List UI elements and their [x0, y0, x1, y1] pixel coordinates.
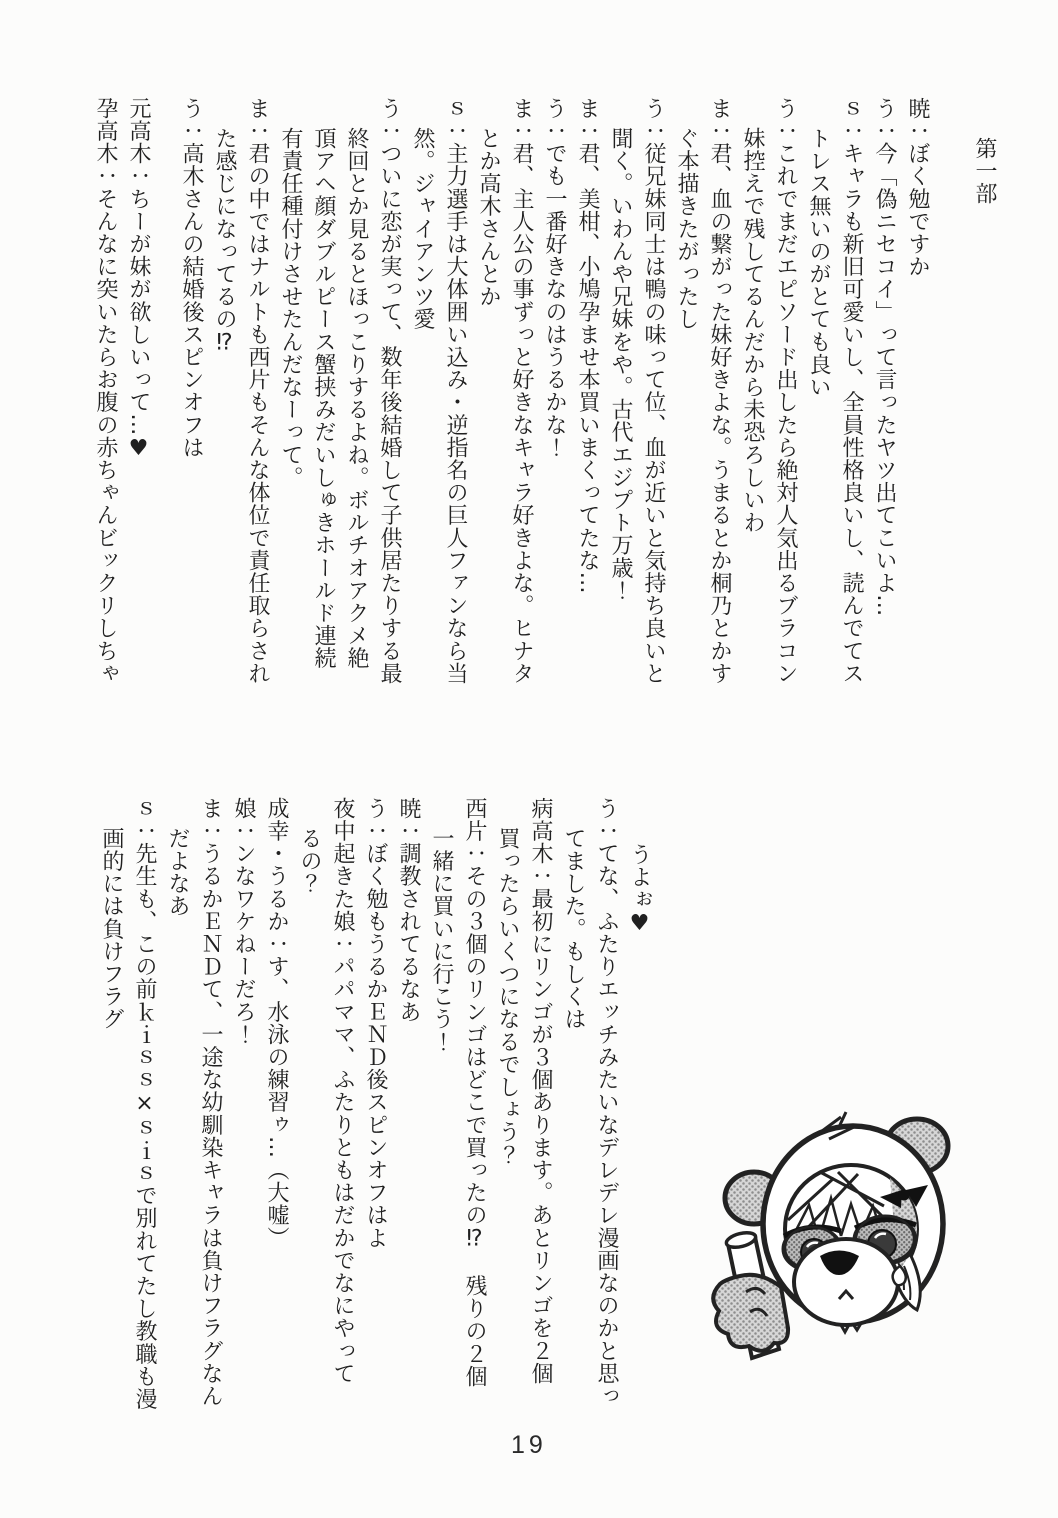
dialogue-block-bottom: [95, 797, 656, 1462]
dialogue-line: う：従兄妹同士は鴨の味って位、血が近いと気持ち良いと: [641, 97, 666, 685]
dialogue-line: う：てな、ふたりエッチみたいなデレデレ漫画なのかと思っ: [594, 797, 619, 1408]
dialogue-line-continued: 然。ジャイアンツ愛: [410, 127, 435, 331]
dialogue-line-continued: 一緒に買いに行こう！: [429, 827, 454, 1053]
dialogue-line-continued: てました。もしくは: [561, 827, 586, 1031]
dialogue-line-continued: るの？: [297, 827, 322, 895]
dialogue-line-continued: 聞く。いわんや兄妹をや。古代エジプト万歳！: [608, 127, 633, 602]
dialogue-line: 孕高木：そんなに突いたらお腹の赤ちゃんビックリしちゃ: [93, 97, 118, 685]
dialogue-line: 元高木：ちーが妹が欲しいって…♥: [126, 97, 151, 462]
section-header: 第一部: [972, 137, 997, 205]
dialogue-line: 暁：ぼく勉ですか: [905, 97, 930, 278]
dialogue-line: う：ついに恋が実って、数年後結婚して子供居たりする最: [377, 97, 402, 685]
panda-girl-illustration: [688, 1086, 1018, 1426]
dialogue-block-top: [89, 97, 1001, 742]
dialogue-line-continued: 頂アヘ顔ダブルピース蟹挟みだいしゅきホールド連続: [311, 127, 336, 670]
dialogue-line-continued: トレス無いのがとても良い: [806, 127, 831, 399]
dialogue-line-continued: 有責任種付けさせたんだなーって。: [278, 127, 303, 489]
dialogue-line: 成幸・うるか：す、水泳の練習ゥ…（大嘘）: [264, 797, 289, 1249]
dialogue-line: う：これでまだエピソード出したら絶対人気出るブラコン: [773, 97, 798, 685]
dialogue-line-continued: とか高木さんとか: [476, 127, 501, 308]
dialogue-line: う：ぼく勉もうるかＥＮＤ後スピンオフはよ: [363, 797, 388, 1249]
dialogue-line-continued: 終回とか見るとほっこりするよね。ボルチオアクメ絶: [344, 127, 369, 670]
dialogue-line: ま：君の中ではナルトも西片もそんな体位で責任取らされ: [245, 97, 270, 685]
dialogue-line: 娘：ンなワケねーだろ！: [231, 797, 256, 1046]
dialogue-line: ま：君、主人公の事ずっと好きなキャラ好きよな。ヒナタ: [509, 97, 534, 685]
dialogue-line: ｓ：キャラも新旧可愛いし、全員性格良いし、読んでてス: [839, 97, 864, 685]
dialogue-line: ま：うるかＥＮＤて、一途な幼馴染キャラは負けフラグなん: [198, 797, 223, 1408]
dialogue-line: 暁：調教されてるなあ: [396, 797, 421, 1023]
dialogue-line-continued: 妹控えで残してるんだから未恐ろしいわ: [740, 127, 765, 534]
dialogue-line-continued: た感じになってるの⁉: [212, 127, 237, 356]
dialogue-line: 西片：その３個のリンゴはどこで買ったの⁉ 残りの２個: [462, 797, 487, 1388]
page-number: 19: [511, 1431, 547, 1459]
dialogue-line-continued: ぐ本描きたがったし: [674, 127, 699, 331]
panda-muzzle: [794, 1239, 898, 1325]
dialogue-line: うよぉ♥: [627, 843, 652, 937]
dialogue-line: う：でも一番好きなのはうるかな！: [542, 97, 567, 459]
dialogue-line: う：高木さんの結婚後スピンオフは: [179, 97, 204, 459]
dialogue-line: ｓ：先生も、この前ｋｉｓｓ×ｓｉｓで別れてたし教職も漫: [132, 797, 157, 1411]
dialogue-line: ｓ：主力選手は大体囲い込み・逆指名の巨人ファンなら当: [443, 97, 468, 685]
dialogue-line-continued: 買ったらいくつになるでしょう？: [495, 827, 520, 1166]
dialogue-line: う：今「偽ニセコイ」って言ったヤツ出てこいよ…: [872, 97, 897, 617]
dialogue-line-continued: だよなあ: [165, 827, 190, 918]
dialogue-line-continued: 画的には負けフラグ: [99, 827, 124, 1031]
dialogue-line: 病高木：最初にリンゴが３個あります。あとリンゴを２個: [528, 797, 553, 1385]
dialogue-line: ま：君、血の繋がった妹好きよな。うまるとか桐乃とかす: [707, 97, 732, 685]
dialogue-line: 夜中起きた娘：パパママ、ふたりともはだかでなにやって: [330, 797, 355, 1385]
dialogue-line: ま：君、美柑、小鳩孕ませ本買いまくってたな…: [575, 97, 600, 595]
